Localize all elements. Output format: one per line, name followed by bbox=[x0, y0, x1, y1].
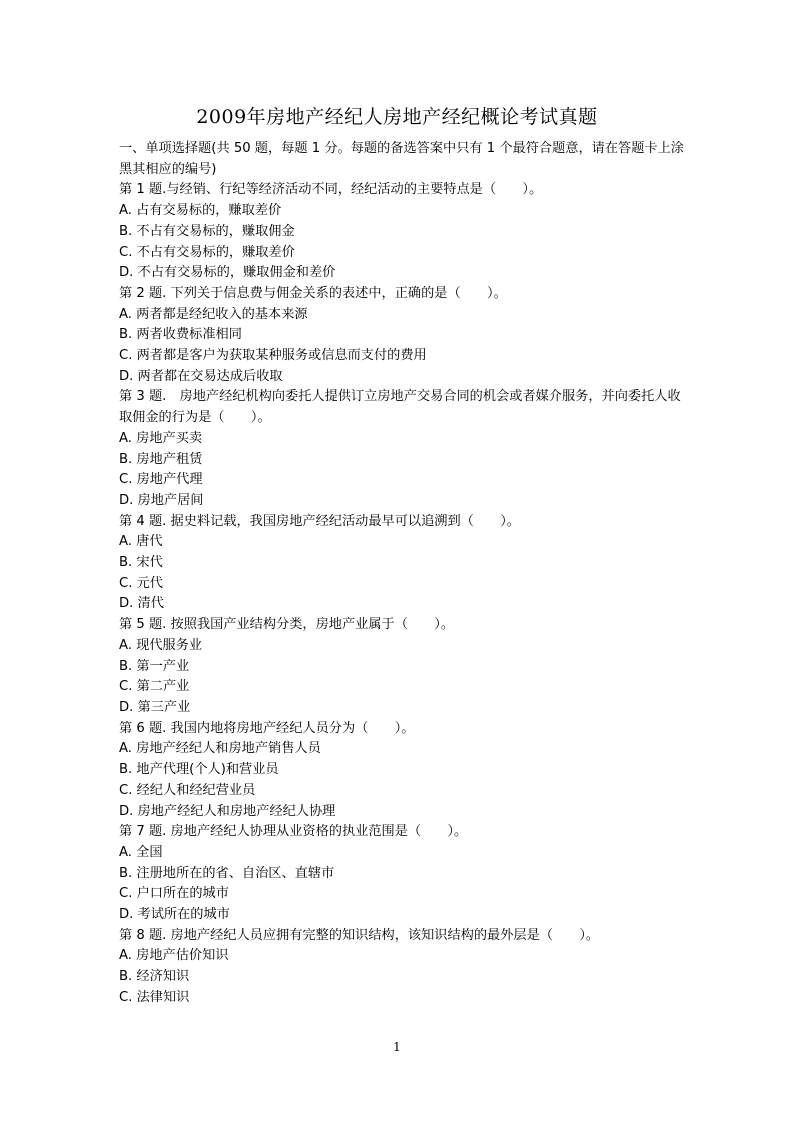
answer-option: D. 房地产经纪人和房地产经纪人协理 bbox=[119, 803, 336, 819]
answer-option: A. 占有交易标的，赚取差价 bbox=[119, 203, 282, 219]
answer-option: C. 房地产代理 bbox=[119, 472, 203, 488]
document-title: 2009年房地产经纪人房地产经纪概论考试真题 bbox=[196, 106, 598, 128]
document-body bbox=[119, 139, 689, 1009]
answer-option: C. 法律知识 bbox=[119, 989, 190, 1005]
answer-option: C. 元代 bbox=[119, 575, 163, 591]
question-item bbox=[119, 387, 689, 511]
answer-option: B. 注册地所在的省、自治区、直辖市 bbox=[119, 865, 335, 881]
answer-option: B. 第一产业 bbox=[119, 658, 190, 674]
answer-option: A. 全国 bbox=[119, 844, 163, 860]
question-item bbox=[119, 926, 689, 1009]
question-item bbox=[119, 822, 689, 926]
answer-option: B. 经济知识 bbox=[119, 969, 190, 985]
answer-option: D. 第三产业 bbox=[119, 699, 191, 715]
question-item bbox=[119, 284, 689, 388]
answer-option: D. 清代 bbox=[119, 596, 164, 612]
answer-option: A. 唐代 bbox=[119, 534, 163, 550]
question-stem: 第 5 题. 按照我国产业结构分类，房地产业属于（ ）。 bbox=[119, 617, 455, 633]
answer-option: B. 不占有交易标的，赚取佣金 bbox=[119, 223, 295, 239]
question-stem: 第 8 题. 房地产经纪人员应拥有完整的知识结构，该知识结构的最外层是（ ）。 bbox=[119, 927, 600, 943]
answer-option: C. 两者都是客户为获取某种服务或信息而支付的费用 bbox=[119, 348, 427, 364]
answer-option: A. 房地产估价知识 bbox=[119, 948, 229, 964]
question-item bbox=[119, 180, 689, 284]
answer-option: D. 房地产居间 bbox=[119, 492, 204, 508]
question-stem: 第 2 题. 下列关于信息费与佣金关系的表述中，正确的是（ ）。 bbox=[119, 285, 507, 301]
answer-option: D. 两者都在交易达成后收取 bbox=[119, 368, 283, 384]
question-stem: 第 1 题.与经销、行纪等经济活动不同，经纪活动的主要特点是（ ）。 bbox=[119, 182, 543, 198]
page-number: 1 bbox=[393, 1040, 401, 1054]
answer-option: D. 考试所在的城市 bbox=[119, 907, 230, 923]
answer-option: B. 房地产租赁 bbox=[119, 451, 203, 467]
answer-option: C. 第二产业 bbox=[119, 679, 190, 695]
answer-option: A. 房地产买卖 bbox=[119, 430, 203, 446]
answer-option: B. 地产代理(个人)和营业员 bbox=[119, 762, 279, 778]
answer-option: B. 两者收费标准相同 bbox=[119, 327, 242, 343]
question-item bbox=[119, 615, 689, 719]
answer-option: C. 户口所在的城市 bbox=[119, 886, 229, 902]
section-intro: 一、单项选择题(共 50 题，每题 1 分。每题的备选答案中只有 1 个最符合题意，请在答题卡上涂黑其相应的编号) bbox=[119, 141, 684, 177]
answer-option: D. 不占有交易标的，赚取佣金和差价 bbox=[119, 265, 336, 281]
answer-option: A. 房地产经纪人和房地产销售人员 bbox=[119, 741, 321, 757]
question-list bbox=[119, 180, 689, 1008]
question-stem: 第 6 题. 我国内地将房地产经纪人员分为（ ）。 bbox=[119, 720, 415, 736]
answer-option: C. 不占有交易标的，赚取差价 bbox=[119, 244, 295, 260]
question-item bbox=[119, 719, 689, 823]
answer-option: C. 经纪人和经纪营业员 bbox=[119, 782, 256, 798]
answer-option: B. 宋代 bbox=[119, 555, 163, 571]
question-item bbox=[119, 512, 689, 616]
question-stem: 第 7 题. 房地产经纪人协理从业资格的执业范围是（ ）。 bbox=[119, 824, 468, 840]
question-stem: 第 3 题. 房地产经纪机构向委托人提供订立房地产交易合同的机会或者媒介服务，并向委托人收取佣金的行为是（ ）。 bbox=[119, 389, 681, 426]
answer-option: A. 现代服务业 bbox=[119, 637, 203, 653]
answer-option: A. 两者都是经纪收入的基本来源 bbox=[119, 306, 308, 322]
question-stem: 第 4 题. 据史料记载，我国房地产经纪活动最早可以追溯到（ ）。 bbox=[119, 513, 520, 529]
